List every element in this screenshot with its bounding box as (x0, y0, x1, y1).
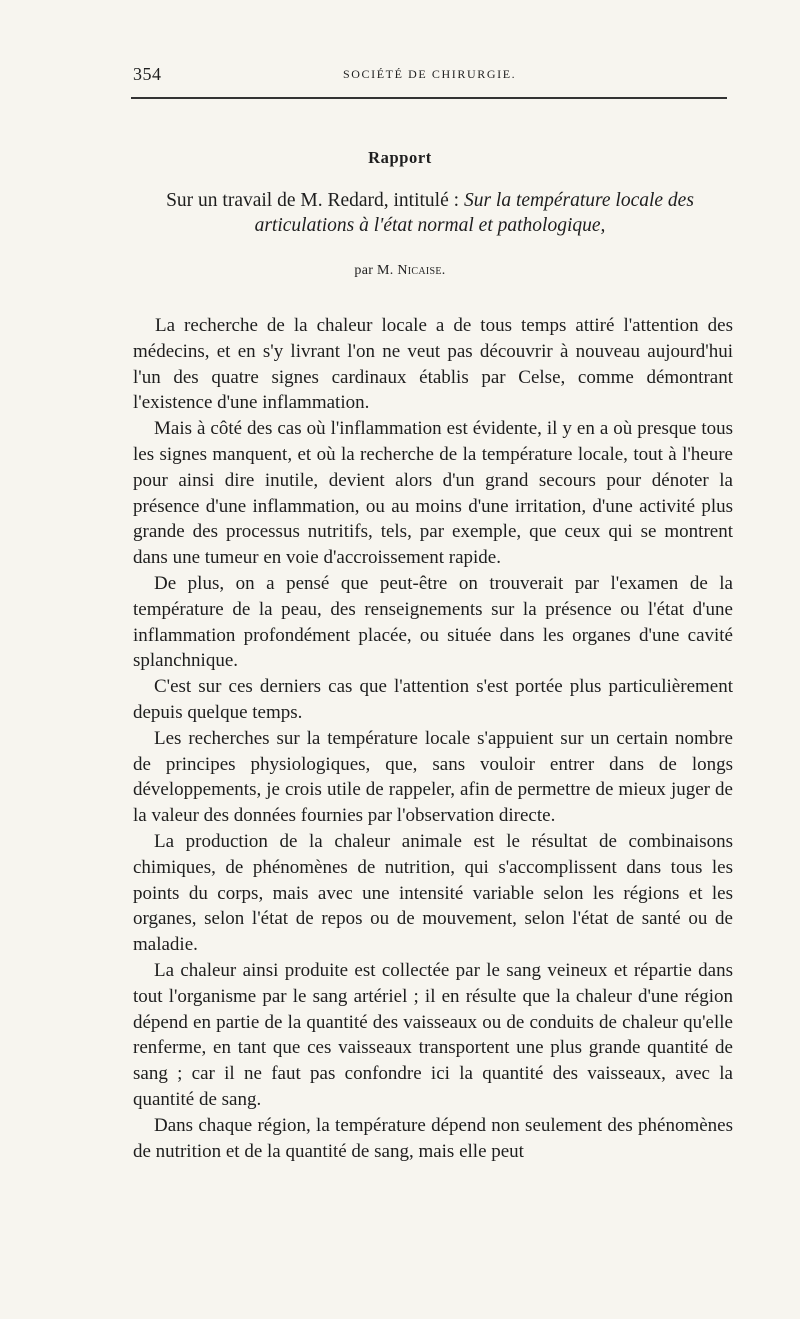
paragraph: Dans chaque région, la température dépend non seulement des phénomènes de nutrition et de la quantité de sang, mais elle peut (133, 1114, 733, 1162)
header-rule (131, 97, 727, 99)
paragraph: La production de la chaleur animale est le résultat de combinaisons chimiques, de phénomènes de nutrition, qui s'accomplissent dans tous les points du corps, mais avec une intensité variable selon les régions et les organes, selon l'état de repos ou de mouvement, selon l'état de santé ou de maladie. (133, 830, 733, 956)
page-header (133, 64, 733, 88)
page-number: 354 (133, 64, 162, 84)
byline-prefix: par M. (354, 263, 398, 278)
body-text (133, 313, 733, 1164)
paragraph: Les recherches sur la température locale s'appuient sur un certain nombre de principes physiologiques, que, sans vouloir entrer dans de longs développements, je crois utile de rappeler, afin de permettre de mieux juger de la valeur des données fournies par l'observation directe. (133, 727, 733, 827)
paragraph: La chaleur ainsi produite est collectée par le sang veineux et répartie dans tout l'organisme par le sang artériel ; il en résulte que la chaleur d'une région dépend en partie de la quantité des vaisseaux ou de conduits de chaleur qu'elle renferme, en tant que ces vaisseaux transportent une plus grande quantité de sang ; car il ne faut pas confondre ici la quantité des vaisseaux, avec la quantité de sang. (133, 959, 733, 1110)
running-head: SOCIÉTÉ DE CHIRURGIE. (343, 67, 517, 81)
paragraph: Mais à côté des cas où l'inflammation est évidente, il y en a où presque tous les signes manquent, et où la recherche de la température locale, tout à l'heure pour ainsi dire inutile, devient alors d'un grand secours pour dénoter la présence d'une inflammation, ou au moins d'une irritation, d'une activité plus grande des processus nutritifs, tels, par exemple, que ceux qui se montrent dans une tumeur en voie d'accroissement rapide. (133, 418, 733, 569)
paragraph: De plus, on a pensé que peut-être on trouverait par l'examen de la température de la peau, des renseignements sur la présence ou l'état d'une inflammation profondément placée, ou située dans les organes d'une cavité splanchnique. (133, 572, 733, 672)
report-subtitle (130, 188, 730, 238)
subtitle-prefix: Sur un travail de M. Redard, intitulé : (166, 190, 464, 211)
subtitle-work-title: Sur la température locale des articulations à l'état normal et pathologique, (254, 190, 694, 236)
byline (0, 263, 800, 279)
byline-author: Nicaise. (397, 263, 446, 278)
paragraph: La recherche de la chaleur locale a de tous temps attiré l'attention des médecins, et en s'y livrant l'on ne veut pas découvrir à nouveau aujourd'hui l'un des quatre signes cardinaux établis par Celse, comme démontrant l'existence d'une inflammation. (133, 315, 733, 414)
paragraph: C'est sur ces derniers cas que l'attention s'est portée plus particulièrement depuis quelque temps. (133, 676, 733, 723)
section-title: Rapport (368, 148, 432, 167)
